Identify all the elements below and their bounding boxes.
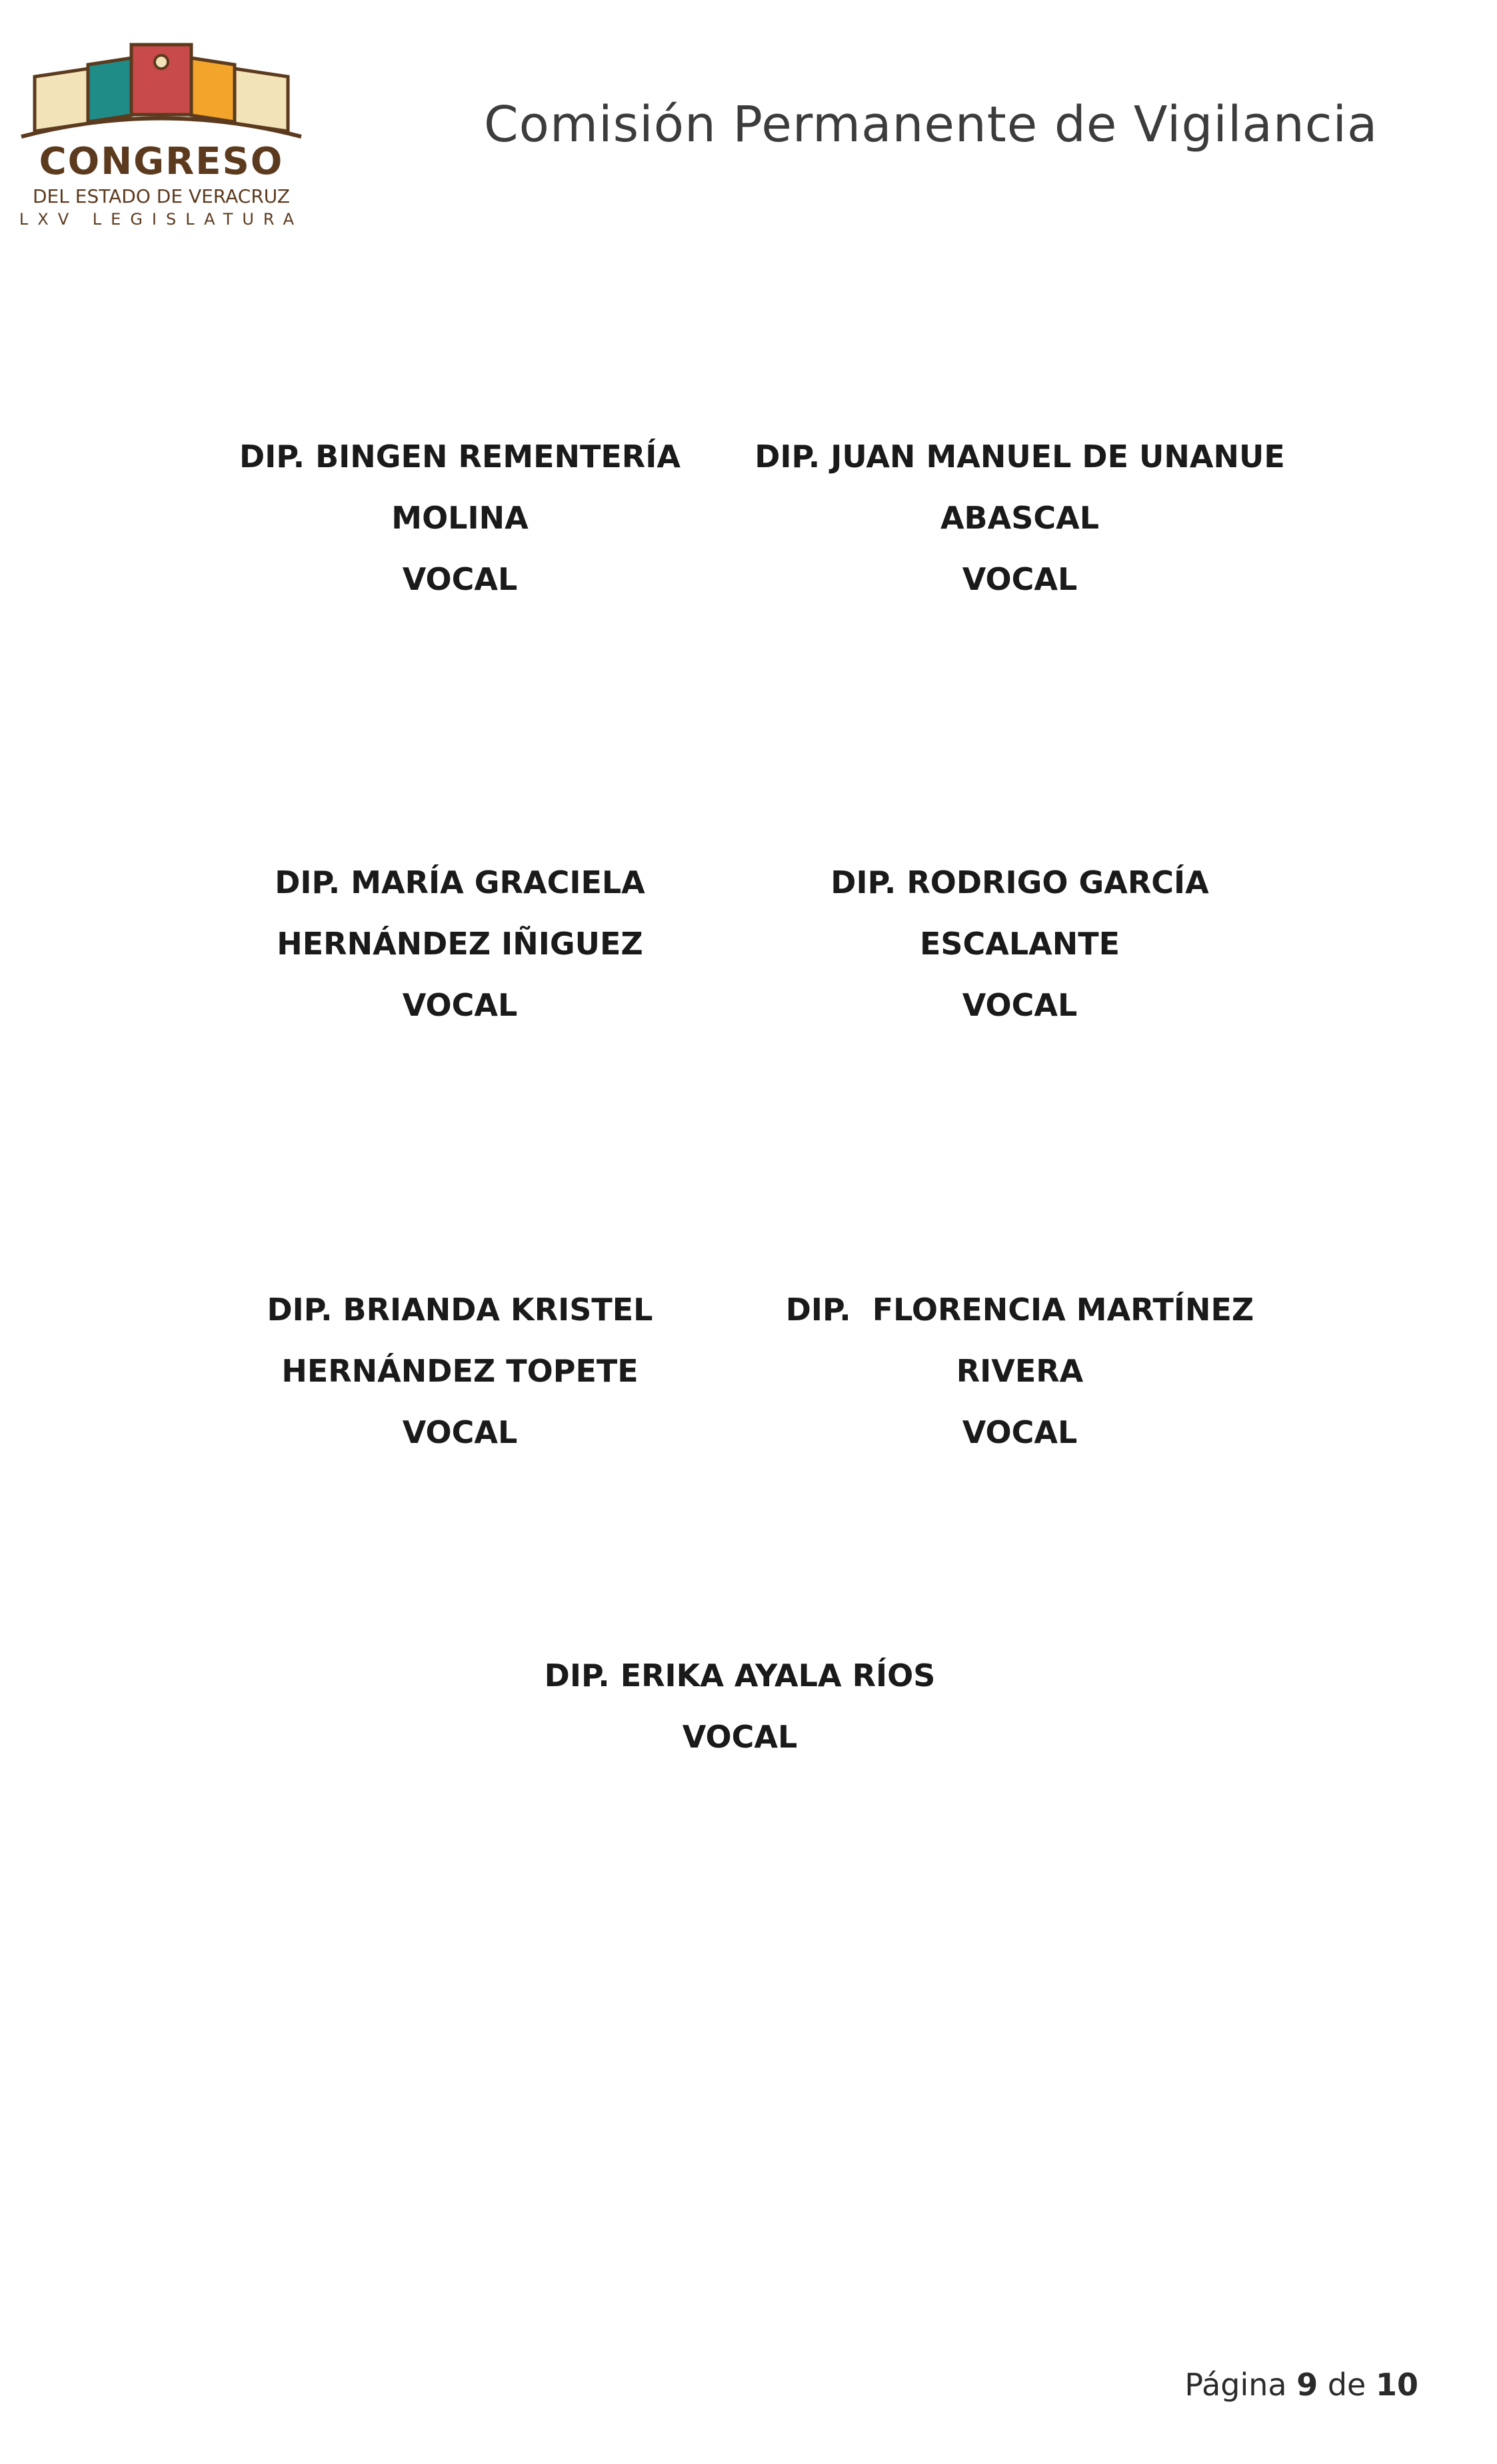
signature-name-line1: DIP. BINGEN REMENTERÍA [239, 439, 681, 475]
signature-name-line2: HERNÁNDEZ TOPETE [281, 1353, 639, 1389]
signature-role: VOCAL [682, 1719, 798, 1755]
signature-name-line2: RIVERA [956, 1353, 1084, 1389]
signature-block [753, 426, 1286, 610]
page-current: 9 [1296, 2367, 1318, 2403]
signature-name-line2: MOLINA [391, 500, 529, 536]
logo-subtitle-legislature: LXV LEGISLATURA [19, 210, 304, 229]
signature-name-line1: DIP. BRIANDA KRISTEL [267, 1292, 653, 1328]
congreso-logo [15, 37, 308, 229]
signature-block [200, 1279, 720, 1463]
logo-subtitle-state: DEL ESTADO DE VERACRUZ [33, 185, 290, 207]
signature-name-line1: DIP. MARÍA GRACIELA [275, 864, 645, 900]
signature-name-line2: HERNÁNDEZ IÑIGUEZ [277, 926, 643, 962]
signature-role: VOCAL [402, 561, 518, 597]
signature-role: VOCAL [962, 561, 1078, 597]
signature-name-line1: DIP. ERIKA AYALA RÍOS [544, 1658, 936, 1694]
page-of-label: de [1327, 2367, 1366, 2403]
page-total: 10 [1375, 2367, 1418, 2403]
signature-name-line1: DIP. JUAN MANUEL DE UNANUE [754, 439, 1285, 475]
signature-role: VOCAL [962, 987, 1078, 1023]
signature-block [467, 1645, 1013, 1768]
signature-block [200, 426, 720, 610]
signature-name-line1: DIP. FLORENCIA MARTÍNEZ [785, 1292, 1254, 1328]
signature-name-line2: ABASCAL [940, 500, 1100, 536]
page-number [1184, 2367, 1418, 2403]
signature-block [200, 852, 720, 1036]
page-label: Página [1184, 2367, 1287, 2403]
signature-role: VOCAL [402, 987, 518, 1023]
congreso-building-icon [15, 37, 308, 143]
logo-wordmark: CONGRESO [39, 140, 284, 183]
signature-block [753, 852, 1286, 1036]
signature-name-line1: DIP. RODRIGO GARCÍA [830, 864, 1209, 900]
signature-name-line2: ESCALANTE [919, 926, 1120, 962]
signature-role: VOCAL [962, 1414, 1078, 1450]
signature-block [753, 1279, 1286, 1463]
page-title: Comisión Permanente de Vigilancia [484, 96, 1378, 153]
signature-role: VOCAL [402, 1414, 518, 1450]
